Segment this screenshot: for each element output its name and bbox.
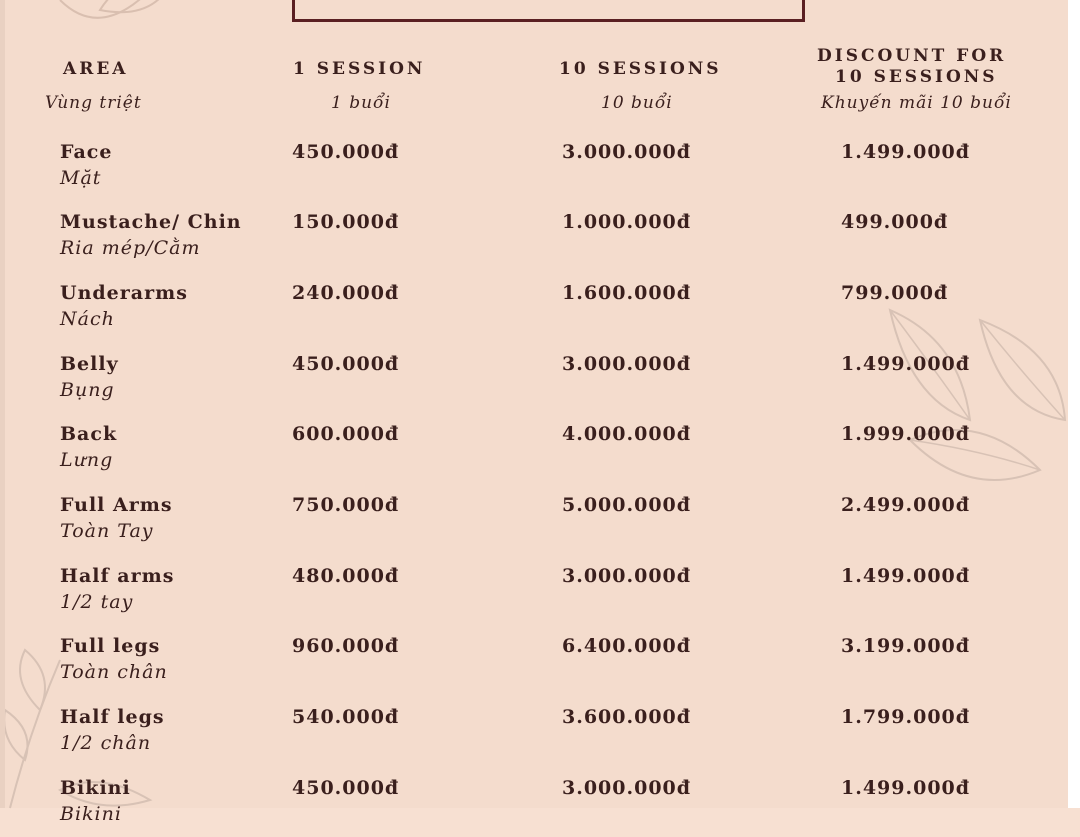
- header-discount-line2: 10 SESSIONS: [835, 67, 998, 87]
- price-discount: 799.000đ: [841, 282, 949, 304]
- header-ten-sessions: 10 SESSIONS: [559, 59, 722, 79]
- page-edge-right: [1068, 0, 1080, 808]
- area-name-vn: Mặt: [60, 167, 102, 189]
- price-ten-sessions: 5.000.000đ: [562, 494, 692, 516]
- area-name: Back: [60, 423, 118, 445]
- table-row: [0, 777, 1080, 837]
- price-one-session: 540.000đ: [292, 706, 400, 728]
- page-edge-left: [0, 0, 5, 808]
- price-discount: 1.499.000đ: [841, 353, 971, 375]
- area-name: Full Arms: [60, 494, 173, 516]
- table-row: [0, 211, 1080, 271]
- area-name: Underarms: [60, 282, 188, 304]
- price-one-session: 960.000đ: [292, 635, 400, 657]
- price-one-session: 450.000đ: [292, 141, 400, 163]
- area-name-vn: Bụng: [60, 379, 115, 401]
- area-name: Bikini: [60, 777, 131, 799]
- area-name-vn: 1/2 tay: [60, 591, 134, 613]
- price-ten-sessions: 3.000.000đ: [562, 141, 692, 163]
- table-row: [0, 635, 1080, 695]
- price-discount: 1.799.000đ: [841, 706, 971, 728]
- table-row: [0, 423, 1080, 483]
- area-name: Belly: [60, 353, 119, 375]
- price-ten-sessions: 3.000.000đ: [562, 777, 692, 799]
- price-one-session: 450.000đ: [292, 353, 400, 375]
- price-ten-sessions: 6.400.000đ: [562, 635, 692, 657]
- area-name-vn: Ria mép/Cằm: [60, 237, 201, 259]
- price-ten-sessions: 4.000.000đ: [562, 423, 692, 445]
- table-row: [0, 494, 1080, 554]
- price-discount: 1.499.000đ: [841, 565, 971, 587]
- price-one-session: 150.000đ: [292, 211, 400, 233]
- header-ten-sessions-vn: 10 buổi: [601, 93, 673, 113]
- header-one-session: 1 SESSION: [293, 59, 426, 79]
- header-discount-vn: Khuyến mãi 10 buổi: [821, 93, 1012, 113]
- area-name-vn: Toàn Tay: [60, 520, 154, 542]
- price-ten-sessions: 1.600.000đ: [562, 282, 692, 304]
- area-name-vn: Lưng: [60, 449, 114, 471]
- title-frame: [292, 0, 805, 22]
- price-ten-sessions: 3.600.000đ: [562, 706, 692, 728]
- area-name: Half arms: [60, 565, 175, 587]
- area-name: Full legs: [60, 635, 161, 657]
- leaf-branch-icon: [40, 0, 190, 40]
- area-name: Face: [60, 141, 113, 163]
- price-discount: 1.499.000đ: [841, 777, 971, 799]
- price-ten-sessions: 3.000.000đ: [562, 565, 692, 587]
- header-area-vn: Vùng triệt: [45, 93, 142, 113]
- price-ten-sessions: 1.000.000đ: [562, 211, 692, 233]
- price-one-session: 480.000đ: [292, 565, 400, 587]
- table-row: [0, 353, 1080, 413]
- table-row: [0, 282, 1080, 342]
- price-discount: 1.999.000đ: [841, 423, 971, 445]
- header-area: AREA: [63, 59, 129, 79]
- area-name-vn: 1/2 chân: [60, 732, 152, 754]
- area-name-vn: Toàn chân: [60, 661, 168, 683]
- table-row: [0, 565, 1080, 625]
- area-name: Mustache/ Chin: [60, 211, 242, 233]
- price-one-session: 240.000đ: [292, 282, 400, 304]
- area-name-vn: Nách: [60, 308, 115, 330]
- price-one-session: 750.000đ: [292, 494, 400, 516]
- area-name-vn: Bikini: [60, 803, 122, 825]
- price-ten-sessions: 3.000.000đ: [562, 353, 692, 375]
- area-name: Half legs: [60, 706, 165, 728]
- table-row: [0, 706, 1080, 766]
- header-discount-line1: DISCOUNT FOR: [817, 46, 1007, 66]
- table-row: [0, 141, 1080, 201]
- price-one-session: 450.000đ: [292, 777, 400, 799]
- header-one-session-vn: 1 buổi: [331, 93, 391, 113]
- price-one-session: 600.000đ: [292, 423, 400, 445]
- price-discount: 2.499.000đ: [841, 494, 971, 516]
- price-discount: 499.000đ: [841, 211, 949, 233]
- price-discount: 3.199.000đ: [841, 635, 971, 657]
- price-discount: 1.499.000đ: [841, 141, 971, 163]
